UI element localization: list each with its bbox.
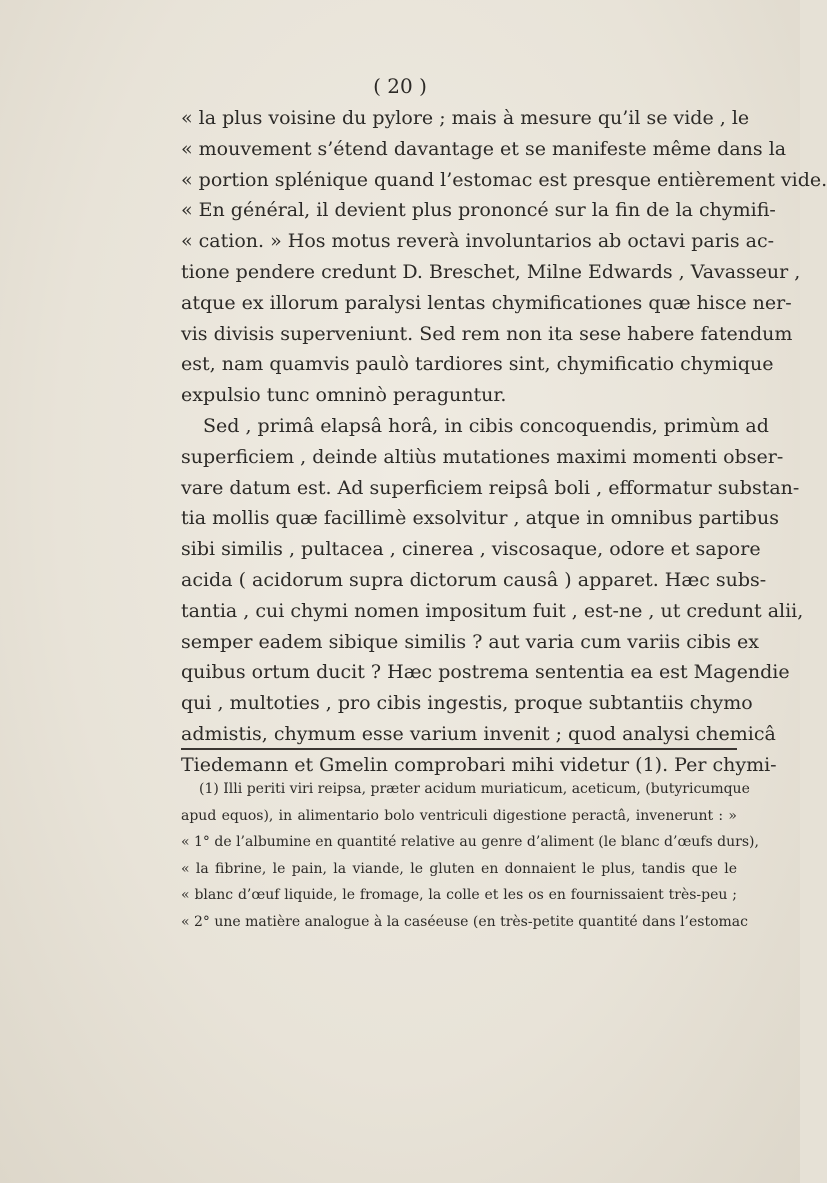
text-line: Tiedemann et Gmelin comprobari mihi videtur (1). Per chymi- (181, 753, 777, 776)
main-text (181, 103, 827, 781)
footnote-line: apud equos), in alimentario bolo ventriculi digestione peractâ, invenerunt : » (181, 807, 737, 824)
text-line: vare datum est. Ad superficiem reipsâ boli , efformatur substan- (181, 476, 800, 499)
text-line: « mouvement s’étend davantage et se manifeste même dans la (181, 137, 787, 160)
footnotes (181, 776, 759, 936)
footnote-line: « 2° une matière analogue à la caséeuse (en très-petite quantité dans l’estomac (181, 913, 748, 930)
text-line: quibus ortum ducit ? Hæc postrema sententia ea est Magendie (181, 661, 790, 684)
footnote-line: (1) Illi periti viri reipsa, præter acidum muriaticum, aceticum, (butyricumque (199, 781, 750, 797)
text-line: qui , multoties , pro cibis ingestis, proque subtantiis chymo (181, 692, 753, 715)
footnote-line: « la fibrine, le pain, la viande, le gluten en donnaient le plus, tandis que le (181, 860, 737, 877)
text-line: Sed , primâ elapsâ horâ, in cibis concoquendis, primùm ad (203, 414, 769, 437)
text-line: expulsio tunc omninò peraguntur. (181, 384, 507, 407)
text-line: vis divisis superveniunt. Sed rem non ita sese habere fatendum (181, 322, 793, 345)
text-line: acida ( acidorum supra dictorum causâ ) apparet. Hæc subs- (181, 568, 767, 591)
text-line: « En général, il devient plus prononcé sur la fin de la chymifi- (181, 199, 776, 222)
text-line: superficiem , deinde altiùs mutationes maximi momenti obser- (181, 445, 784, 468)
text-line: atque ex illorum paralysi lentas chymificationes quæ hisce ner- (181, 291, 792, 314)
footnote-line: « blanc d’œuf liquide, le fromage, la colle et les os en fournissaient très-peu ; (181, 887, 737, 904)
text-line: semper eadem sibique similis ? aut varia cum variis cibis ex (181, 630, 759, 653)
footnote-line: « 1° de l’albumine en quantité relative au genre d’aliment (le blanc d’œufs durs), (181, 834, 759, 851)
text-line: tia mollis quæ facillimè exsolvitur , atque in omnibus partibus (181, 507, 779, 530)
text-line: tione pendere credunt D. Breschet, Milne Edwards , Vavasseur , (181, 260, 801, 283)
footnote-divider (181, 748, 737, 750)
text-line: « portion splénique quand l’estomac est presque entièrement vide. (181, 168, 827, 191)
text-line: sibi similis , pultacea , cinerea , viscosaque, odore et sapore (181, 538, 761, 561)
text-line: tantia , cui chymi nomen impositum fuit , est-ne , ut credunt alii, (181, 599, 804, 622)
page-number: ( 20 ) (373, 74, 427, 98)
text-line: est, nam quamvis paulò tardiores sint, chymificatio chymique (181, 353, 774, 376)
text-line: « la plus voisine du pylore ; mais à mesure qu’il se vide , le (181, 107, 750, 129)
text-line: « cation. » Hos motus reverà involuntarios ab octavi paris ac- (181, 230, 775, 253)
text-line: admistis, chymum esse varium invenit ; quod analysi chemicâ (181, 722, 776, 745)
